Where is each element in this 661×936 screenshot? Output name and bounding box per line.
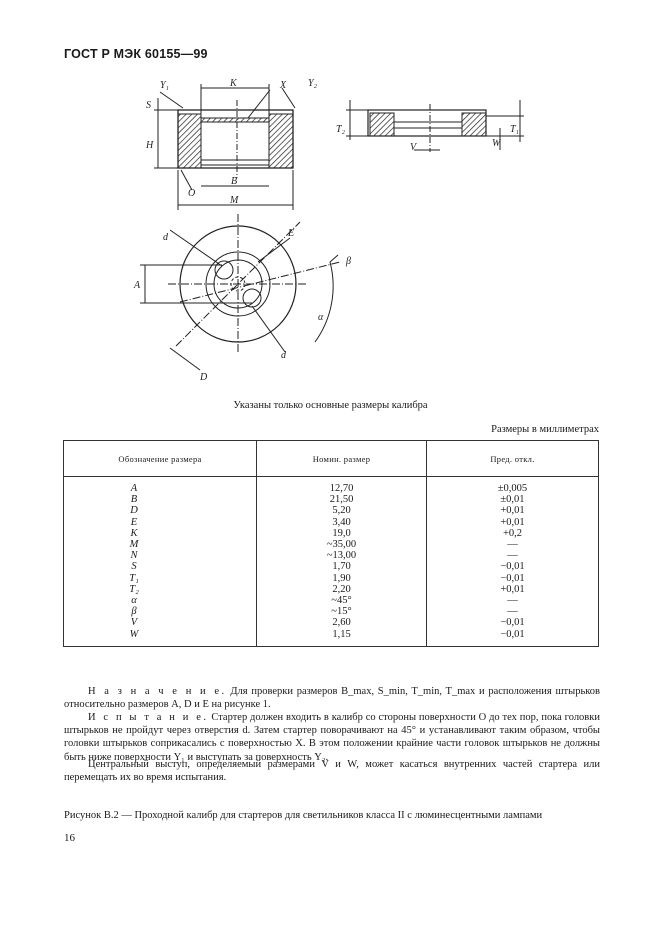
cell-tol: —: [507, 606, 518, 618]
label-a: A: [134, 280, 141, 291]
label-v: V: [410, 142, 417, 153]
purpose-lead: Н а з н а ч е н и е.: [88, 686, 227, 697]
label-e: E: [288, 228, 295, 239]
col-header-tolerance: Пред. откл.: [427, 441, 599, 477]
cell-sym: M: [129, 539, 139, 551]
cell-nom: 21,50: [329, 494, 354, 506]
cell-tol: ±0,005: [497, 483, 528, 494]
cell-tol: −0,01: [500, 617, 525, 629]
table-row: [64, 494, 599, 505]
cell-sym: K: [130, 527, 138, 539]
cell-sym: T₁: [129, 572, 139, 584]
test-lead: И с п ы т а н и е.: [88, 712, 209, 723]
label-y2: Y₂: [308, 78, 318, 89]
units-note: Размеры в миллиметрах: [491, 424, 599, 435]
label-s: S: [146, 100, 151, 111]
test-text: Стартер должен входить в калибр со стороны поверхности O до тех пор, пока головки штырьков не пройдут через отверстия d. Затем стартер поворачивают на 45° и устанавливают таким образом, чтобы головки штырьков соприкасались с поверхностью X. В этом положении крайние части головок штырьков не должны быть ниже поверхности Y₁ и выступать за поверхность Y₂.: [64, 712, 600, 763]
technical-drawing: [0, 0, 661, 400]
cell-tol: —: [507, 539, 518, 551]
table-row: [64, 573, 599, 584]
table-row: [64, 477, 599, 495]
label-d-top: d: [163, 232, 168, 243]
paragraph-test: [64, 711, 600, 764]
cell-nom: 2,60: [332, 617, 351, 629]
cell-tol: +0,01: [500, 505, 525, 517]
cell-tol: +0,01: [500, 516, 525, 528]
cell-sym: D: [130, 505, 138, 517]
label-t1: T₁: [510, 124, 520, 135]
cell-nom: ~45°: [331, 595, 352, 607]
table-row: [64, 584, 599, 595]
col-header-symbol: Обозначение размера: [64, 441, 257, 477]
cell-tol: ±0,01: [500, 494, 525, 506]
label-y1: Y₁: [160, 80, 170, 91]
cell-tol: +0,01: [500, 583, 525, 595]
cell-tol: +0,2: [502, 527, 523, 539]
cell-nom: 12,70: [329, 483, 354, 494]
paragraph-purpose: [64, 685, 600, 711]
cell-sym: T₂: [129, 583, 139, 595]
label-x: X: [280, 80, 287, 91]
table-row: [64, 550, 599, 561]
table-row: [64, 505, 599, 516]
cell-nom: 3,40: [332, 516, 351, 528]
label-b: B: [231, 176, 238, 187]
page-number: 16: [64, 832, 75, 844]
figure-note: Указаны только основные размеры калибра: [233, 400, 428, 411]
cell-nom: 1,70: [332, 561, 351, 573]
cell-nom: ~35,00: [326, 539, 357, 551]
table-row: [64, 629, 599, 647]
cell-nom: ~13,00: [326, 550, 357, 562]
cell-tol: −0,01: [500, 572, 525, 584]
label-o: O: [188, 188, 196, 199]
table-row: [64, 539, 599, 550]
cell-tol: −0,01: [500, 628, 525, 640]
table-row: [64, 595, 599, 606]
label-d-bottom: d: [281, 350, 286, 361]
cell-sym: B: [130, 494, 138, 506]
table-row: [64, 561, 599, 572]
cell-nom: 1,90: [332, 572, 351, 584]
label-k: K: [230, 78, 237, 89]
label-t2: T₂: [336, 124, 346, 135]
label-d: D: [200, 372, 208, 383]
cell-sym: S: [131, 561, 137, 573]
purpose-text: Для проверки размеров B_max, S_min, T_min, T_max и расположения штырьков относительно размеров A, D и E на рисунке 1.: [64, 686, 601, 711]
col-header-nominal: Номин. размер: [257, 441, 427, 477]
cell-nom: ~15°: [331, 606, 352, 618]
cell-sym: β: [131, 606, 137, 618]
cell-sym: E: [130, 516, 138, 528]
table-row: [64, 528, 599, 539]
cell-sym: A: [130, 483, 138, 494]
section-view: [154, 84, 295, 210]
cell-tol: —: [507, 550, 518, 562]
page-header: ГОСТ Р МЭК 60155—99: [64, 47, 208, 61]
table-row: [64, 606, 599, 617]
cell-nom: 19,0: [332, 527, 351, 539]
label-m: M: [230, 195, 239, 206]
label-beta: β: [346, 256, 351, 267]
cell-tol: −0,01: [500, 561, 525, 573]
dimensions-table: [63, 440, 599, 647]
cell-sym: N: [130, 550, 138, 562]
cell-nom: 2,20: [332, 583, 351, 595]
cell-sym: V: [130, 617, 138, 629]
label-h: H: [146, 140, 154, 151]
cell-sym: W: [129, 628, 139, 640]
cell-nom: 1,15: [332, 628, 351, 640]
figure-caption: Рисунок В.2 — Проходной калибр для стартеров для светильников класса II с люминесцентными лампами: [64, 810, 543, 821]
plan-view: [140, 214, 340, 370]
cell-sym: α: [131, 595, 137, 607]
table-row: [64, 617, 599, 628]
label-alpha: α: [318, 312, 324, 323]
central-text: Центральный выступ, определяемый размерами V и W, может касаться внутренних частей стартера или перемещать их во время испытания.: [64, 759, 600, 784]
label-w: W: [492, 138, 501, 149]
cell-tol: —: [507, 595, 518, 607]
paragraph-central: [64, 758, 600, 784]
cell-nom: 5,20: [332, 505, 351, 517]
table-row: [64, 517, 599, 528]
